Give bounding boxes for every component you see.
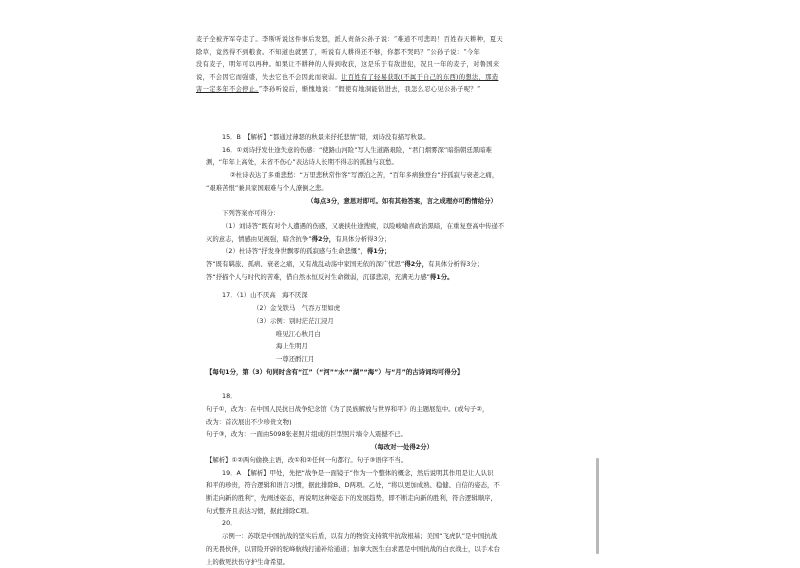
- answer-20-line: 上的救死扶伤守护生命希望。: [206, 556, 598, 568]
- answer-20-line: 示例一：苏联是中国抗战的坚实后盾，以有力的物资支持筑牢抗敌根基；美国“飞虎队”是中国抗战: [206, 530, 598, 543]
- answer-17-line: 海上生明月: [206, 340, 598, 353]
- underlined-text: 让百姓有了轻易获取(不属于自己的东西)的想法，那造: [341, 74, 498, 81]
- answer-16-score: （每点3分，意思对即可。如有其他答案，言之成理亦可酌情给分）: [206, 195, 598, 208]
- answer-18-line: 句子③，改为：一面由5098张老照片组成的巨型照片墙令人震撼不已。: [206, 428, 598, 441]
- answer-17-line: （3）示例：别时茫茫江浸月: [206, 315, 598, 328]
- text-line: 麦子全被齐军夺走了。李斯听说这件事后发怒，派人责备公孙子说：“难道不可悲吗！百姓春天耕种，夏天: [196, 34, 598, 47]
- answer-18: 18．: [206, 390, 598, 403]
- vertical-scrollbar[interactable]: [596, 458, 599, 554]
- answer-16-alt: 灭的意志，情感由见视强，暗含抗争”得2分，有具体分析得3分；: [206, 233, 598, 246]
- answer-16-line: 16．①刘诗抒发仕途失意的伤感：“使路山河险”写人生道路艰险，“君门烟雾深”暗指朝廷黑暗难: [206, 144, 598, 157]
- answer-20: 20．: [206, 517, 598, 530]
- answer-16-line: 测，“年年上高处，未省不伤心”表达诗人长期不得志的孤独与哀愁。: [206, 156, 598, 169]
- answer-key: [206, 131, 598, 568]
- answer-16-alt: （1）刘诗答“既有对个人遭遇的伤感，又裹挟仕途搜疲，以险峻喻喜政治黑暗，在重复登高中传递不: [206, 220, 598, 233]
- answer-17-line: 一尊还酹江月: [206, 353, 598, 366]
- document-page: [196, 34, 600, 558]
- translation-paragraph: [196, 34, 598, 97]
- text-line: 除草，竟然得不到粮食。不知道也就罢了，听说有人耕得还不够，你都不哭吗？”公孙子说：“今年: [196, 47, 598, 60]
- underlined-text: 害一定多年不会停止。: [196, 86, 259, 93]
- answer-17-line: 17．（1）山不厌高 海不厌深: [206, 289, 598, 302]
- answer-16-line: “艰难苦恨”兼具家国艰难与个人潦倒之悲。: [206, 182, 598, 195]
- answer-17-line: 唯见江心秋月白: [206, 328, 598, 341]
- answer-15: 15．B 【解析】“都通过薄瑟的秋景来抒托悲情”错，刘诗没有描写秋景。: [206, 131, 598, 144]
- answer-16-line: ②杜诗表达了多重悲愁：“万里悲秋常作客”写漂泊之苦，“百年多病独登台”抒孤寂与衰老之痛，: [206, 169, 598, 182]
- answer-16-alt: （2）杜诗答“抒发身世飘零的孤寂感与生命悲慨”，得1分；: [206, 245, 598, 258]
- answer-16-alt: 答“既有羁旅、孤病、衰老之痛，又有战乱动荡中家国无依的深广忧思”得2分，有具体分析得3分；: [206, 258, 598, 271]
- answer-17-line: （2）金戈铁马 气吞万里如虎: [206, 302, 598, 315]
- answer-18-line: 句子①，改为：在中国人民抗日战争纪念馆《为了民族解放与世界和平》的主题展览中。(或句子②，: [206, 403, 598, 416]
- answer-19-line: 19．A 【解析】甲处，先把“战争是一面镜子”作为一个整体的概念，然后说明其作用是让人认识: [206, 467, 598, 480]
- text-line: 说，不会因它而强盛，失去它也不会因此而衰弱。让百姓有了轻易获取(不属于自己的东西)的想法，那造: [196, 72, 598, 85]
- answer-17-score: 【每句1分，第（3）句同时含有“江”（“河”“水”“湖”“海”）与“月”的古诗词均可得分】: [206, 366, 598, 379]
- text-line: 没有麦子，明年可以再种。如果让不耕种的人得到收获，这是乐于有敌进犯，况且一年的麦子，对鲁国来: [196, 59, 598, 72]
- answer-16-alt-title: 下列答案亦可得分：: [206, 207, 598, 220]
- answer-19-line: 断走向新的胜利”，先阐述姿态，再说明这种姿态下的发展趋势，即不断走向新的胜利，符合逻辑顺序，: [206, 492, 598, 505]
- answer-18-line: 改为：首次展出不少珍贵文物): [206, 416, 598, 429]
- answer-18-analysis: 【解析】①②两句偷换主语，改①和②任何一句都行。句子③语序不当。: [206, 454, 598, 467]
- answer-18-score: （每改对一处得2分）: [206, 441, 598, 454]
- answer-19-line: 和平的珍贵，符合逻辑和语言习惯，据此排除B、D两项。乙处，“将以更加成熟、稳健、自信的姿态，不: [206, 479, 598, 492]
- answer-20-line: 的无畏伙伴，以冒险开辟的驼峰航线打通补给通道；加拿大医生白求恩是中国抗战的白衣战士，以手术台: [206, 543, 598, 556]
- answer-16-alt: 答“抒描个人与时代的苦难，借自然永恒反衬生命微弱，沉郁悲凉，充满无力感”得1分。: [206, 271, 598, 284]
- text-line: 害一定多年不会停止。”李孙听说后，惭愧地说：“假使有地洞能钻进去，我怎么忍心见公孙子呢？”: [196, 84, 598, 97]
- answer-19-line: 句式整齐且表达习惯，据此排除C项。: [206, 505, 598, 518]
